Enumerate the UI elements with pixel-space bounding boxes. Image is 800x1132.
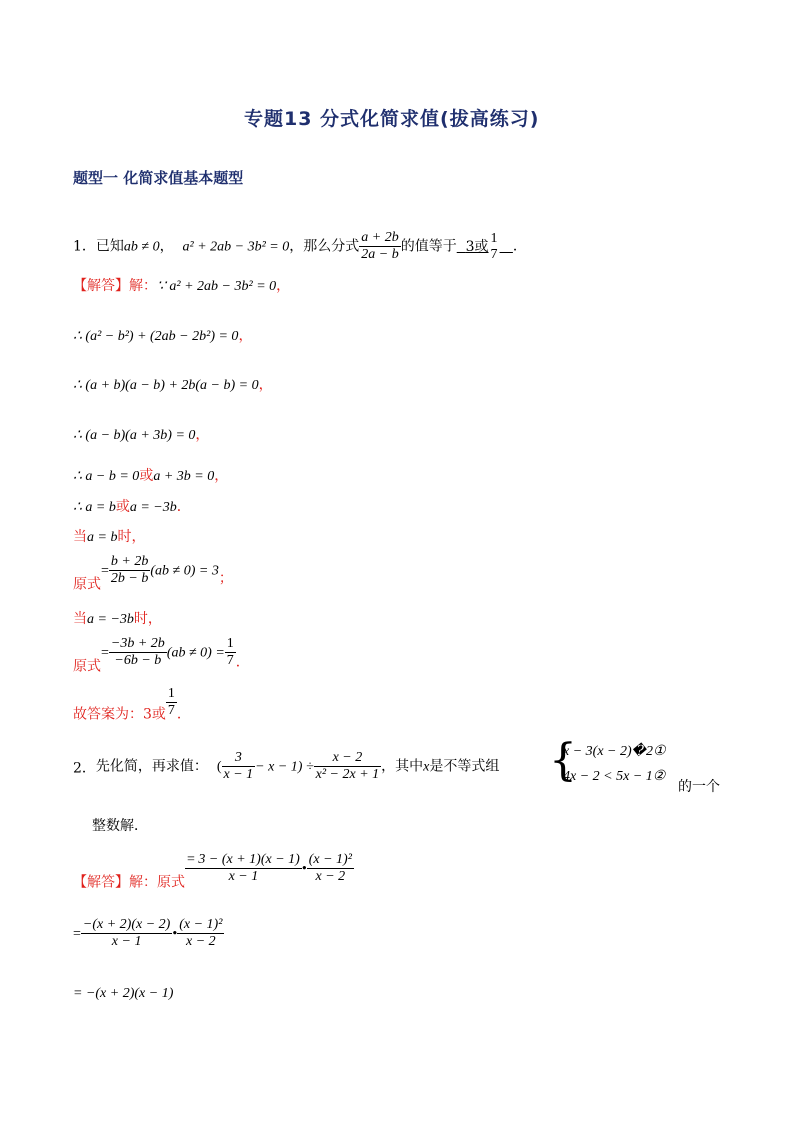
denominator: 7 xyxy=(226,653,234,668)
result-fraction xyxy=(225,636,236,669)
page-title: 专题13 分式化简求值(拔高练习) xyxy=(244,108,540,130)
equation: ∵ a² + 2ab − 3b² = 0 xyxy=(157,279,277,294)
numerator: 3 xyxy=(234,750,242,765)
paren: ( xyxy=(216,759,222,775)
solution-1-case-2 xyxy=(73,608,162,628)
multiply-dot: • xyxy=(172,926,178,942)
when-text: 时， xyxy=(133,611,162,627)
numerator-text: 3 − (x + 1)(x − 1) xyxy=(198,852,300,867)
inequality-2: 4x − 2 < 5x − 1② xyxy=(563,769,666,784)
final-fraction xyxy=(166,686,177,719)
denominator: x² − 2x + 1 xyxy=(315,767,380,782)
equation: a = −3b xyxy=(129,500,177,515)
numerator: x − 2 xyxy=(332,750,363,765)
numerator xyxy=(185,852,302,868)
expression: − x − 1) ÷ xyxy=(255,759,314,775)
solution-label: 【解答】 xyxy=(73,874,129,891)
numerator: 1 xyxy=(226,636,234,651)
or-text: 或 xyxy=(139,468,154,484)
numerator: (x − 1)² xyxy=(308,852,352,867)
period: ． xyxy=(176,706,191,723)
solution-1-line-6 xyxy=(73,496,191,516)
final-answer: 故答案为：3或 xyxy=(73,706,166,723)
denominator: 7 xyxy=(490,247,498,262)
period: ． xyxy=(176,499,191,515)
equation: a + 3b = 0 xyxy=(153,469,215,484)
solution-2-line-3: = −(x + 2)(x − 1) xyxy=(73,986,174,1001)
solution-1-case-1 xyxy=(73,526,145,546)
target-fraction xyxy=(359,230,400,263)
question-text: 整数解． xyxy=(92,818,148,834)
numerator: a + 2b xyxy=(361,230,399,245)
when-text: 时， xyxy=(117,529,146,545)
step-fraction xyxy=(307,852,354,885)
question-text: 的值等于 xyxy=(400,238,457,255)
numerator: 1 xyxy=(167,686,175,701)
condition-1: ab ≠ 0 xyxy=(123,239,160,255)
denominator: 7 xyxy=(167,703,175,718)
semicolon: ； xyxy=(218,570,233,587)
denominator: −6b − b xyxy=(109,652,167,669)
question-text: 是不等式组 xyxy=(429,758,500,775)
numerator: b + 2b xyxy=(110,554,149,569)
expression-fraction-1 xyxy=(222,750,256,783)
equation: ∴ (a − b)(a + 3b) = 0 xyxy=(73,428,196,443)
condition: a = b xyxy=(87,530,118,545)
comma: ， xyxy=(195,427,210,443)
answer-text: 3或 xyxy=(465,238,489,255)
solution-1-final xyxy=(73,686,191,724)
solution-1-result-2 xyxy=(73,636,250,676)
variable: x xyxy=(423,759,430,775)
solution-1-line-1 xyxy=(73,275,290,295)
comma: ， xyxy=(276,278,291,294)
denominator: x − 2 xyxy=(177,933,224,950)
comma: ， xyxy=(214,468,229,484)
equation: ∴ a − b = 0 xyxy=(73,469,140,484)
solution-1-line-3 xyxy=(73,374,273,394)
question-number: 2． xyxy=(73,760,96,777)
equation: ∴ (a² − b²) + (2ab − 2b²) = 0 xyxy=(73,329,239,344)
multiply-dot: • xyxy=(301,861,307,877)
solution-2-line-2 xyxy=(73,917,224,950)
equals: = xyxy=(73,926,81,942)
solution-1-line-2 xyxy=(73,325,252,345)
when-text: 当 xyxy=(73,529,87,545)
numerator: −(x + 2)(x − 2) xyxy=(82,917,171,932)
answer-fraction xyxy=(489,231,500,263)
denominator: x − 2 xyxy=(307,868,354,885)
separator: ， xyxy=(159,238,174,255)
numerator: (x − 1)² xyxy=(179,917,223,932)
result-fraction xyxy=(109,554,150,587)
comma: ， xyxy=(238,328,253,344)
condition: a = −3b xyxy=(87,612,134,627)
step-fraction xyxy=(81,917,172,950)
result-value: (ab ≠ 0) = xyxy=(166,645,225,661)
solution-text: 解： xyxy=(129,278,157,294)
period: ． xyxy=(512,238,527,255)
solution-1-line-4 xyxy=(73,424,209,444)
section-heading: 题型一 化简求值基本题型 xyxy=(73,169,244,187)
equation: ∴ (a + b)(a − b) + 2b(a − b) = 0 xyxy=(73,378,259,393)
condition-2: a² + 2ab − 3b² = 0 xyxy=(182,239,290,255)
original-expression-label: 原式 xyxy=(73,658,101,675)
question-text: ，其中 xyxy=(381,758,424,775)
equals: = xyxy=(101,645,109,661)
denominator: x − 1 xyxy=(81,933,172,950)
equals: = xyxy=(187,852,195,867)
numerator: 1 xyxy=(490,231,498,246)
step-fraction xyxy=(177,917,224,950)
question-text: 先化简，再求值： xyxy=(95,758,208,775)
denominator: 2a − b xyxy=(361,247,399,262)
denominator: x − 1 xyxy=(185,868,302,885)
result-value: (ab ≠ 0) = 3 xyxy=(150,563,219,579)
answer-blank xyxy=(457,231,513,262)
question-1 xyxy=(73,230,527,263)
denominator: x − 1 xyxy=(223,767,254,782)
when-text: 当 xyxy=(73,611,87,627)
question-number: 1． xyxy=(73,238,96,255)
solution-1-line-5 xyxy=(73,465,228,485)
solution-1-result-1 xyxy=(73,554,233,594)
question-text: ，那么分式 xyxy=(289,238,360,255)
equals: = xyxy=(101,563,109,579)
period: ． xyxy=(235,654,250,671)
or-text: 或 xyxy=(115,499,130,515)
brace: { xyxy=(549,735,577,786)
step-fraction xyxy=(185,852,302,885)
inequality-1: x − 3(x − 2)�2① xyxy=(563,744,666,759)
result-fraction xyxy=(109,636,167,669)
question-text: 已知 xyxy=(95,238,124,255)
expression-fraction-2 xyxy=(314,750,382,783)
question-2 xyxy=(73,750,499,783)
comma: ， xyxy=(258,377,273,393)
original-expression-label: 原式 xyxy=(73,576,101,593)
solution-text: 解：原式 xyxy=(129,874,185,891)
solution-2-line-1 xyxy=(73,852,354,892)
equation: ∴ a = b xyxy=(73,500,116,515)
numerator: −3b + 2b xyxy=(110,636,165,651)
question-text: 的一个 xyxy=(678,779,720,795)
solution-label: 【解答】 xyxy=(73,278,129,294)
denominator: 2b − b xyxy=(110,571,149,586)
